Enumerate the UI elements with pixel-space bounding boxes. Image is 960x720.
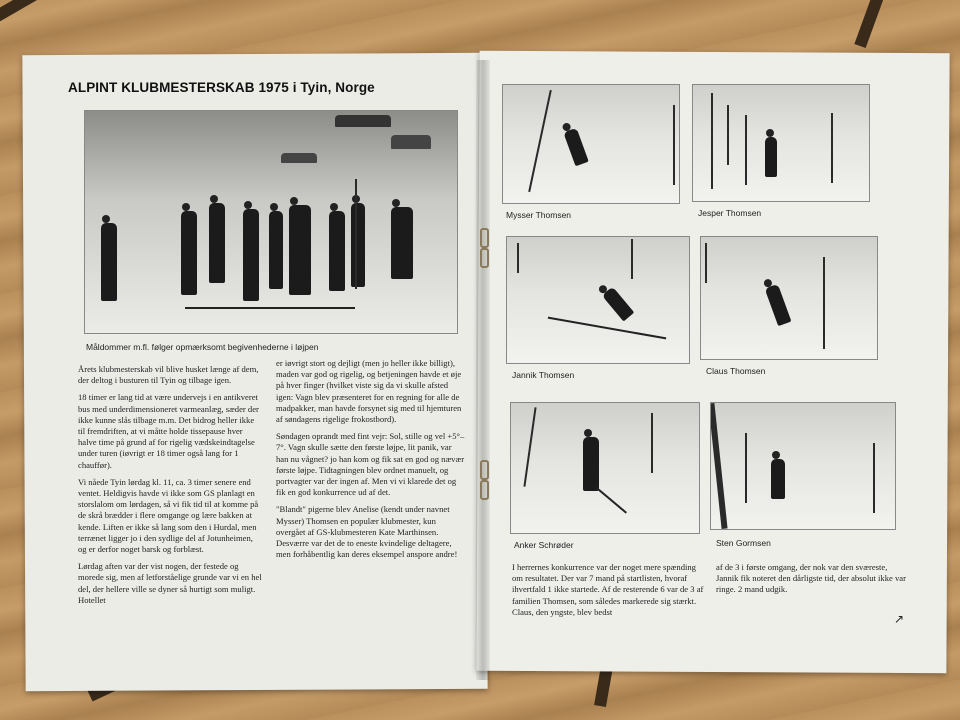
car xyxy=(281,153,317,163)
person xyxy=(391,207,413,279)
photo-sten-gormsen xyxy=(710,402,896,530)
paragraph: Årets klubmesterskab vil blive husket længe af dem, der deltog i busturen til Tyin og tilbage igen. xyxy=(78,364,259,386)
slalom-gate xyxy=(727,105,729,165)
paragraph: er iøvrigt stort og dejligt (men jo heller ikke billigt), maden var god og rigelig, og betjeningen havde et øje på hver finger (hvilket viste sig da vi skulle afsted igen: Vagn blev præsenteret for en regning for alle de madpakker, man havde forsynet sig med til hjemturen af søndagens rigelige frokostbord). xyxy=(276,358,462,425)
paragraph: Søndagen oprandt med fint vejr: Sol, stille og vel +5°–7°. Vagn skulle sætte den første løjpe, lit panik, var han nu vågnet? jo han kom og fik sat en god og nævær første løjpe. Tidtagningen blev ordnet manuelt, og portvagter var der ingen af. Men vi vi klarede det og fik en god konkurrence ud af det. xyxy=(276,431,465,498)
photo-jannik-thomsen xyxy=(506,236,690,364)
right-text-column-1 xyxy=(512,562,706,624)
slalom-gate xyxy=(823,257,825,349)
slalom-gate xyxy=(528,90,552,192)
paragraph: Lørdag aften var der vist nogen, der festede og morede sig, men af letforståelige grunde var vi en hel del, der hellere ville se dyner så hurtigt som muligt. Hotellet xyxy=(78,561,262,605)
person xyxy=(181,211,197,295)
paragraph: Vi nåede Tyin lørdag kl. 11, ca. 3 timer senere end ventet. Heldigvis havde vi ikke som GS planlagt en storslalom om lørdagen, så vi fik tid til at komme på de skrå brædder i flere omgange og lære bakken at kende. Liften er ikke så lang som den i Hurdal, men terrænet ligger jo i den sydlige del af Jotunheimen, og er derfor noget barsk og forblæst. xyxy=(78,476,259,555)
slalom-gate xyxy=(831,113,833,183)
right-text-column-2 xyxy=(716,562,906,602)
staple xyxy=(480,248,489,268)
photo-caption: Anker Schrøder xyxy=(514,540,574,550)
paragraph: "Blandt" pigerne blev Anelise (kendt under navnet Mysser) Thomsen en populær klubmester, kun overgået af GS-klubmesteren Kate Marthinsen. Desværre var det de to eneste kvindelige deltagere, men forhåbentlig kan deres eksempel anspore andre! xyxy=(276,504,458,560)
slalom-gate xyxy=(745,433,747,503)
slalom-gate xyxy=(651,413,653,473)
person xyxy=(269,211,283,289)
staple xyxy=(480,228,489,248)
slalom-gate xyxy=(710,403,728,529)
skier xyxy=(563,128,588,167)
booklet-spine xyxy=(476,60,490,680)
left-text-column-1 xyxy=(78,364,262,612)
photo-caption: Jesper Thomsen xyxy=(698,208,762,218)
person xyxy=(101,223,117,301)
photo-mysser-thomsen xyxy=(502,84,680,204)
person xyxy=(351,203,365,287)
photo-claus-thomsen xyxy=(700,236,878,360)
van xyxy=(391,135,431,149)
skier xyxy=(765,284,792,326)
skier xyxy=(583,437,599,491)
skier xyxy=(602,286,635,321)
arrow-icon: ↗ xyxy=(894,612,905,626)
slalom-gate xyxy=(673,105,675,185)
photo-jesper-thomsen xyxy=(692,84,870,202)
slalom-gate xyxy=(523,407,536,486)
photo-caption: Sten Gormsen xyxy=(716,538,771,548)
paragraph: af de 3 i første omgang, der nok var den sværeste, Jannik fik noteret den dårligste tid, der absolut ikke var ringe. 2 mand udgik. xyxy=(716,562,906,595)
person xyxy=(289,205,311,295)
slalom-gate xyxy=(745,115,747,185)
paragraph: I herrernes konkurrence var der noget mere spænding om resultatet. Der var 7 mand på startlisten, hvoraf ihvertfald 1 ikke startede. Af de resterende 6 var de 3 af familien Thomsen, som således markerede sig stærkt. Claus, den yngste, blev bedst xyxy=(512,562,704,617)
skier xyxy=(771,459,785,499)
group-photo xyxy=(84,110,458,334)
ski-pole xyxy=(355,179,357,289)
photo-anker-schroder xyxy=(510,402,700,534)
slalom-gate xyxy=(705,243,707,283)
slalom-gate xyxy=(711,93,713,189)
ski xyxy=(595,486,627,513)
left-text-column-2 xyxy=(276,358,466,566)
person xyxy=(243,209,259,301)
paragraph: 18 timer er lang tid at være undervejs i en antikveret bus med underdimensioneret varmeanlæg, sæder der ikke kunne slås tilbage m.m. Det bidrog heller ikke til fremdriften, at vi måtte holde tissepause hver halve time på grund af for rigelig vædskeindtagelse under turen (iøvrigt er 18 timer også lang for 1 chauffør). xyxy=(78,392,259,470)
person xyxy=(209,203,225,283)
slalom-gate xyxy=(873,443,875,513)
slalom-gate xyxy=(517,243,519,273)
staple xyxy=(480,460,489,480)
group-photo-caption: Måldommer m.fl. følger opmærksomt begivenhederne i løjpen xyxy=(86,342,319,352)
skier xyxy=(765,137,777,177)
person xyxy=(329,211,345,291)
floor-gap xyxy=(0,0,243,31)
photo-caption: Mysser Thomsen xyxy=(506,210,572,220)
staple xyxy=(480,480,489,500)
floor-gap xyxy=(854,0,913,48)
photo-caption: Claus Thomsen xyxy=(706,366,766,376)
ski xyxy=(185,307,355,309)
photo-caption: Jannik Thomsen xyxy=(512,370,575,380)
article-title: ALPINT KLUBMESTERSKAB 1975 i Tyin, Norge xyxy=(68,80,375,95)
hut xyxy=(335,115,391,127)
ski xyxy=(548,317,667,340)
slalom-gate xyxy=(631,239,633,279)
